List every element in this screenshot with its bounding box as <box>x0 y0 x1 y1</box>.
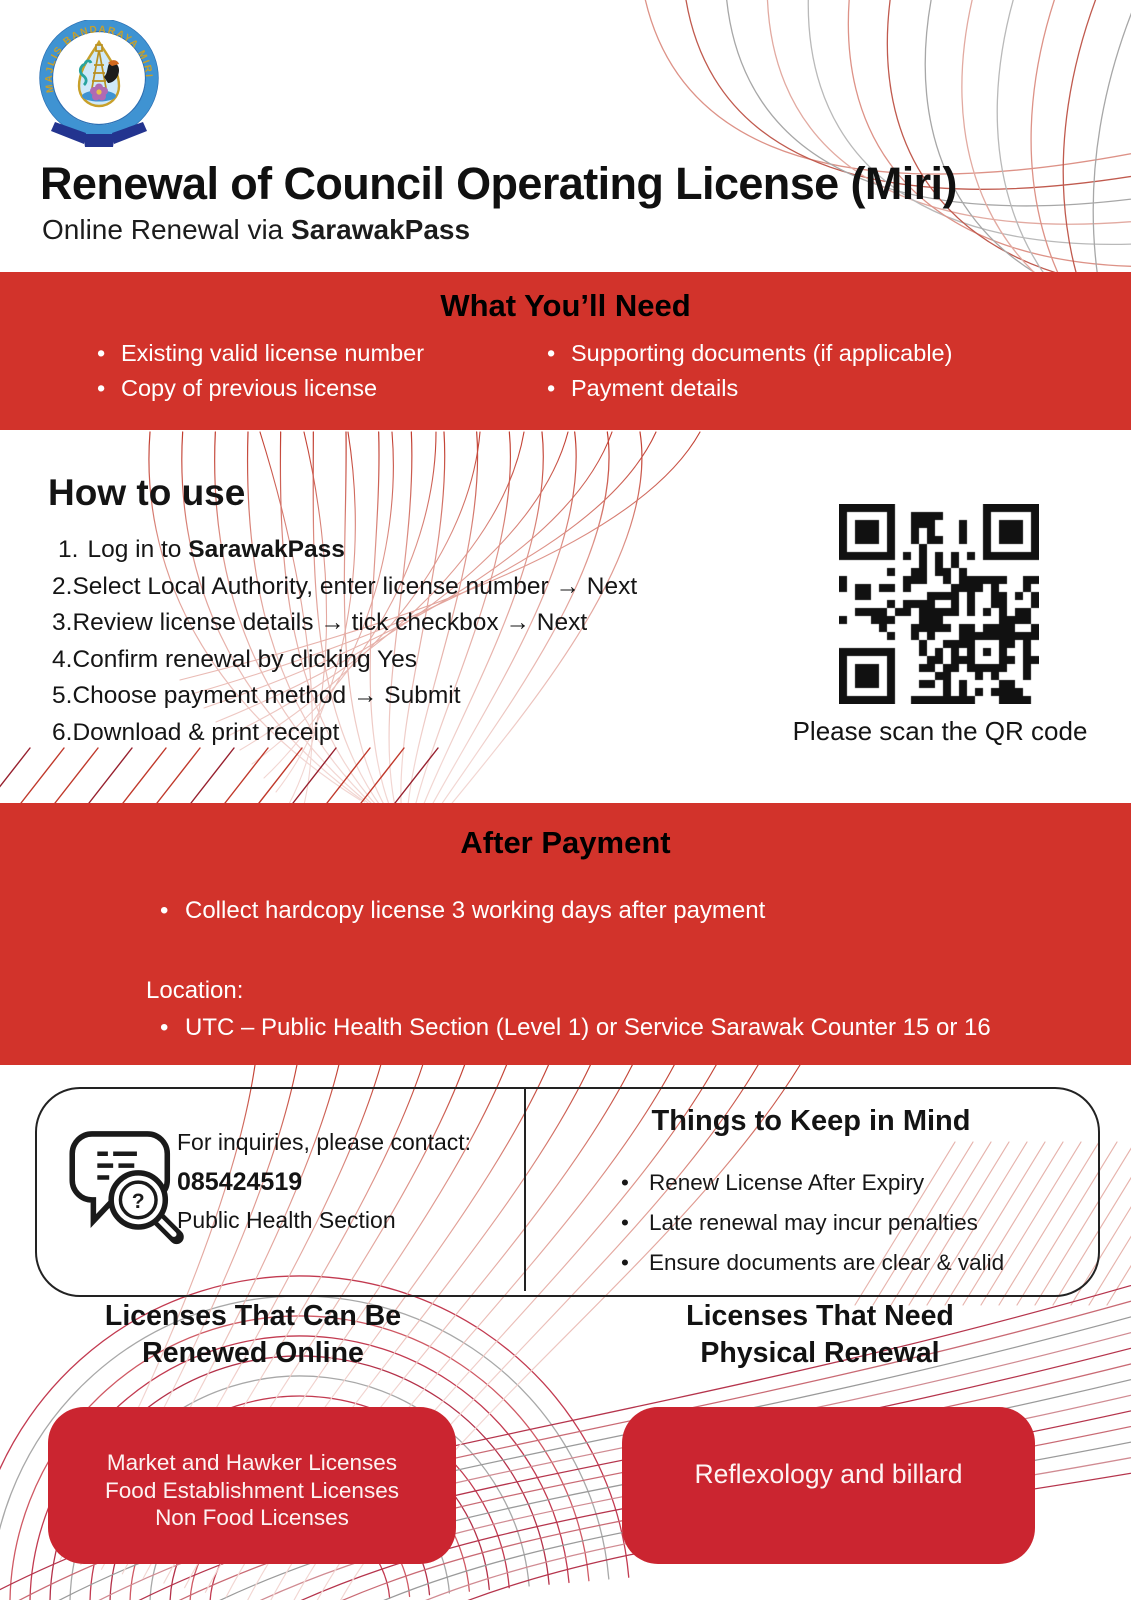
step-item <box>52 532 772 569</box>
step-item <box>52 605 772 642</box>
list-item-text: Ensure documents are clear & valid <box>649 1250 1005 1275</box>
step-number: 2. <box>52 572 73 600</box>
after-payment-title: After Payment <box>460 825 671 860</box>
step-number: 5. <box>52 682 73 709</box>
physical-licenses-box <box>622 1407 1035 1564</box>
after-payment-band <box>0 803 1131 1065</box>
list-item <box>545 336 952 371</box>
contact-block <box>177 1129 471 1234</box>
step-item <box>52 569 772 606</box>
online-licenses-heading <box>57 1298 449 1372</box>
vertical-divider <box>524 1089 526 1291</box>
what-youll-need-band <box>0 272 1131 430</box>
qr-code <box>833 498 1045 710</box>
step-text: Choose payment method → Submit <box>72 682 461 709</box>
heading-line: Physical Renewal <box>700 1337 940 1369</box>
after-payment-bullet: • Collect hardcopy license 3 working days after payment <box>160 897 765 925</box>
council-logo <box>36 20 162 152</box>
list-item <box>621 1243 1004 1283</box>
keep-in-mind-title: Things to Keep in Mind <box>651 1105 971 1137</box>
list-item <box>95 336 545 371</box>
subtitle-brand: SarawakPass <box>291 214 471 245</box>
logo-ring-text: MAJLIS BANDARAYA MIRI <box>43 24 155 94</box>
step-text: Log in to <box>87 536 189 563</box>
list-item <box>95 371 545 406</box>
what-youll-need-columns <box>95 336 1085 406</box>
keep-in-mind-list <box>621 1163 1004 1283</box>
list-item-text: Existing valid license number <box>121 340 425 366</box>
qr-code-image <box>839 504 1039 704</box>
info-box <box>35 1087 1100 1297</box>
how-to-use-steps <box>52 532 772 751</box>
contact-department: Public Health Section <box>177 1207 396 1233</box>
heading-line: Licenses That Need <box>686 1300 954 1332</box>
svg-text:?: ? <box>131 1189 145 1213</box>
list-item-text: Copy of previous license <box>121 375 378 401</box>
license-type: Non Food Licenses <box>155 1505 349 1530</box>
list-item-text: Late renewal may incur penalties <box>649 1210 978 1235</box>
step-text: Review license details → tick checkbox → Next <box>72 609 588 636</box>
step-item <box>52 678 772 715</box>
heading-line: Licenses That Can Be <box>104 1300 402 1332</box>
list-item-text: Renew License After Expiry <box>649 1170 925 1195</box>
page-subtitle <box>42 214 470 246</box>
step-number: 4. <box>52 645 73 673</box>
step-item <box>52 642 772 679</box>
what-youll-need-title: What You’ll Need <box>440 288 691 323</box>
step-number: 3. <box>52 609 73 636</box>
step-text-bold: SarawakPass <box>188 536 345 563</box>
step-text: Download & print receipt <box>72 718 340 746</box>
heading-line: Renewed Online <box>142 1337 364 1369</box>
inquiry-chat-magnifier-icon <box>63 1123 195 1261</box>
qr-caption: Please scan the QR code <box>792 716 1088 746</box>
physical-licenses-heading <box>618 1298 1022 1372</box>
step-text: Select Local Authority, enter license number → Next <box>72 572 638 600</box>
list-item <box>545 371 952 406</box>
list-item <box>621 1203 1004 1243</box>
location-bullet: • UTC – Public Health Section (Level 1) or Service Sarawak Counter 15 or 16 <box>160 1014 991 1042</box>
step-item <box>52 715 772 752</box>
location-label: Location: <box>146 977 244 1004</box>
step-number: 6. <box>52 718 73 746</box>
list-item-text: Supporting documents (if applicable) <box>571 340 953 366</box>
online-licenses-box <box>48 1407 456 1564</box>
step-text: Confirm renewal by clicking Yes <box>72 645 417 673</box>
how-to-use-title: How to use <box>48 472 246 513</box>
license-type: Market and Hawker Licenses <box>106 1450 398 1475</box>
list-item <box>621 1163 1004 1203</box>
license-type: Reflexology and billard <box>694 1459 963 1489</box>
list-item-text: Payment details <box>571 375 739 401</box>
license-type: Food Establishment Licenses <box>105 1477 399 1503</box>
page-title: Renewal of Council Operating License (Miri) <box>40 158 957 209</box>
subtitle-prefix: Online Renewal via <box>42 214 292 245</box>
contact-phone: 085424519 <box>177 1168 303 1196</box>
step-number: 1. <box>58 536 79 563</box>
contact-line: For inquiries, please contact: <box>177 1129 472 1155</box>
